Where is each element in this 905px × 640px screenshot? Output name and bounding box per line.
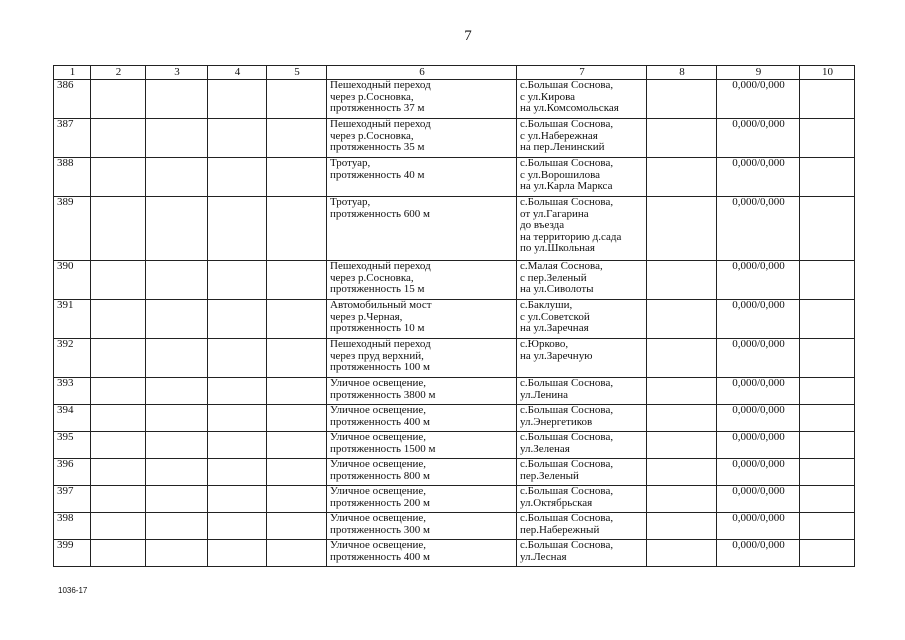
empty-cell (208, 513, 267, 540)
empty-cell (267, 158, 327, 197)
empty-cell (267, 540, 327, 567)
empty-cell (800, 197, 855, 261)
empty-cell (91, 339, 146, 378)
value-cell: 0,000/0,000 (717, 80, 800, 119)
empty-cell (647, 261, 717, 300)
empty-cell (647, 119, 717, 158)
empty-cell (91, 432, 146, 459)
empty-cell (91, 197, 146, 261)
document-code: 1036-17 (58, 586, 88, 595)
empty-cell (647, 513, 717, 540)
empty-cell (267, 119, 327, 158)
row-number-cell: 393 (54, 378, 91, 405)
empty-cell (647, 432, 717, 459)
row-number-cell: 389 (54, 197, 91, 261)
empty-cell (267, 486, 327, 513)
empty-cell (208, 119, 267, 158)
empty-cell (267, 300, 327, 339)
table-row (54, 197, 855, 261)
empty-cell (267, 378, 327, 405)
empty-cell (146, 378, 208, 405)
table-row (54, 80, 855, 119)
location-cell: с.Большая Сосновa, с ул.Кирова на ул.Комсомольская (517, 80, 647, 119)
empty-cell (91, 80, 146, 119)
table-row (54, 261, 855, 300)
empty-cell (146, 261, 208, 300)
empty-cell (800, 80, 855, 119)
empty-cell (800, 540, 855, 567)
empty-cell (146, 158, 208, 197)
table-body (54, 80, 855, 567)
header-row (54, 66, 855, 80)
table-row (54, 300, 855, 339)
row-number-cell: 394 (54, 405, 91, 432)
empty-cell (91, 158, 146, 197)
empty-cell (208, 378, 267, 405)
column-header: 10 (800, 66, 855, 80)
location-cell: с.Юрково, на ул.Заречную (517, 339, 647, 378)
location-cell: с.Большая Сосновa, с ул.Набережная на пер.Ленинский (517, 119, 647, 158)
empty-cell (208, 197, 267, 261)
table-row (54, 486, 855, 513)
empty-cell (208, 80, 267, 119)
location-cell: с.Малая Сосновa, с пер.Зеленый на ул.Сиволоты (517, 261, 647, 300)
value-cell: 0,000/0,000 (717, 513, 800, 540)
empty-cell (800, 432, 855, 459)
empty-cell (208, 339, 267, 378)
object-description-cell: Автомобильный мост через р.Черная, протяженность 10 м (327, 300, 517, 339)
object-description-cell: Уличное освещение, протяженность 1500 м (327, 432, 517, 459)
empty-cell (267, 459, 327, 486)
value-cell: 0,000/0,000 (717, 261, 800, 300)
column-header: 7 (517, 66, 647, 80)
column-header: 8 (647, 66, 717, 80)
row-number-cell: 395 (54, 432, 91, 459)
empty-cell (267, 339, 327, 378)
empty-cell (647, 158, 717, 197)
table-row (54, 405, 855, 432)
empty-cell (267, 405, 327, 432)
object-description-cell: Уличное освещение, протяженность 400 м (327, 540, 517, 567)
location-cell: с.Большая Сосновa, ул.Лесная (517, 540, 647, 567)
empty-cell (208, 300, 267, 339)
column-header: 1 (54, 66, 91, 80)
empty-cell (267, 432, 327, 459)
column-header: 2 (91, 66, 146, 80)
location-cell: с.Большая Сосновa, ул.Ленина (517, 378, 647, 405)
empty-cell (800, 339, 855, 378)
empty-cell (146, 459, 208, 486)
column-header: 6 (327, 66, 517, 80)
empty-cell (208, 540, 267, 567)
empty-cell (647, 540, 717, 567)
column-header: 3 (146, 66, 208, 80)
register-table (53, 65, 855, 567)
table-row (54, 378, 855, 405)
object-description-cell: Тротуар, протяженность 600 м (327, 197, 517, 261)
value-cell: 0,000/0,000 (717, 339, 800, 378)
object-description-cell: Пешеходный переход через р.Сосновка, протяженность 37 м (327, 80, 517, 119)
value-cell: 0,000/0,000 (717, 459, 800, 486)
empty-cell (146, 80, 208, 119)
row-number-cell: 390 (54, 261, 91, 300)
table-row (54, 119, 855, 158)
row-number-cell: 391 (54, 300, 91, 339)
empty-cell (800, 486, 855, 513)
empty-cell (146, 540, 208, 567)
empty-cell (800, 300, 855, 339)
empty-cell (647, 300, 717, 339)
object-description-cell: Уличное освещение, протяженность 800 м (327, 459, 517, 486)
empty-cell (208, 432, 267, 459)
value-cell: 0,000/0,000 (717, 405, 800, 432)
empty-cell (91, 540, 146, 567)
page-number: 7 (464, 28, 472, 44)
empty-cell (208, 486, 267, 513)
empty-cell (267, 80, 327, 119)
empty-cell (91, 459, 146, 486)
row-number-cell: 399 (54, 540, 91, 567)
empty-cell (91, 261, 146, 300)
object-description-cell: Пешеходный переход через пруд верхний, протяженность 100 м (327, 339, 517, 378)
empty-cell (800, 119, 855, 158)
column-header: 4 (208, 66, 267, 80)
location-cell: с.Большая Сосновa, пер.Набережный (517, 513, 647, 540)
empty-cell (647, 405, 717, 432)
empty-cell (647, 197, 717, 261)
location-cell: с.Большая Сосновa, ул.Зеленая (517, 432, 647, 459)
table-row (54, 459, 855, 486)
empty-cell (208, 459, 267, 486)
location-cell: с.Большая Сосновa, пер.Зеленый (517, 459, 647, 486)
empty-cell (146, 197, 208, 261)
object-description-cell: Пешеходный переход через р.Сосновка, протяженность 15 м (327, 261, 517, 300)
table-row (54, 432, 855, 459)
table-row (54, 540, 855, 567)
object-description-cell: Тротуар, протяженность 40 м (327, 158, 517, 197)
empty-cell (800, 405, 855, 432)
empty-cell (800, 513, 855, 540)
column-header: 9 (717, 66, 800, 80)
empty-cell (800, 261, 855, 300)
empty-cell (800, 459, 855, 486)
row-number-cell: 386 (54, 80, 91, 119)
empty-cell (146, 432, 208, 459)
location-cell: с.Большая Сосновa, ул.Октябрьская (517, 486, 647, 513)
empty-cell (267, 261, 327, 300)
value-cell: 0,000/0,000 (717, 432, 800, 459)
object-description-cell: Уличное освещение, протяженность 200 м (327, 486, 517, 513)
location-cell: с.Баклуши, с ул.Советской на ул.Заречная (517, 300, 647, 339)
row-number-cell: 396 (54, 459, 91, 486)
value-cell: 0,000/0,000 (717, 197, 800, 261)
empty-cell (146, 486, 208, 513)
value-cell: 0,000/0,000 (717, 300, 800, 339)
empty-cell (800, 378, 855, 405)
location-cell: с.Большая Сосновa, с ул.Ворошилова на ул.Карла Маркса (517, 158, 647, 197)
empty-cell (91, 486, 146, 513)
empty-cell (146, 339, 208, 378)
value-cell: 0,000/0,000 (717, 158, 800, 197)
empty-cell (647, 339, 717, 378)
empty-cell (267, 513, 327, 540)
value-cell: 0,000/0,000 (717, 119, 800, 158)
value-cell: 0,000/0,000 (717, 378, 800, 405)
location-cell: с.Большая Сосновa, от ул.Гагарина до въезда на территорию д.сада по ул.Школьная (517, 197, 647, 261)
empty-cell (91, 405, 146, 432)
empty-cell (146, 300, 208, 339)
row-number-cell: 388 (54, 158, 91, 197)
empty-cell (146, 405, 208, 432)
table-row (54, 513, 855, 540)
empty-cell (647, 486, 717, 513)
row-number-cell: 392 (54, 339, 91, 378)
empty-cell (91, 119, 146, 158)
empty-cell (800, 158, 855, 197)
table-row (54, 339, 855, 378)
value-cell: 0,000/0,000 (717, 540, 800, 567)
empty-cell (91, 300, 146, 339)
empty-cell (208, 261, 267, 300)
object-description-cell: Уличное освещение, протяженность 400 м (327, 405, 517, 432)
empty-cell (91, 513, 146, 540)
column-header: 5 (267, 66, 327, 80)
empty-cell (647, 378, 717, 405)
empty-cell (208, 158, 267, 197)
empty-cell (146, 513, 208, 540)
row-number-cell: 398 (54, 513, 91, 540)
empty-cell (647, 459, 717, 486)
empty-cell (267, 197, 327, 261)
object-description-cell: Уличное освещение, протяженность 300 м (327, 513, 517, 540)
empty-cell (647, 80, 717, 119)
empty-cell (91, 378, 146, 405)
object-description-cell: Пешеходный переход через р.Сосновка, протяженность 35 м (327, 119, 517, 158)
empty-cell (208, 405, 267, 432)
table-row (54, 158, 855, 197)
row-number-cell: 397 (54, 486, 91, 513)
value-cell: 0,000/0,000 (717, 486, 800, 513)
row-number-cell: 387 (54, 119, 91, 158)
object-description-cell: Уличное освещение, протяженность 3800 м (327, 378, 517, 405)
empty-cell (146, 119, 208, 158)
location-cell: с.Большая Сосновa, ул.Энергетиков (517, 405, 647, 432)
